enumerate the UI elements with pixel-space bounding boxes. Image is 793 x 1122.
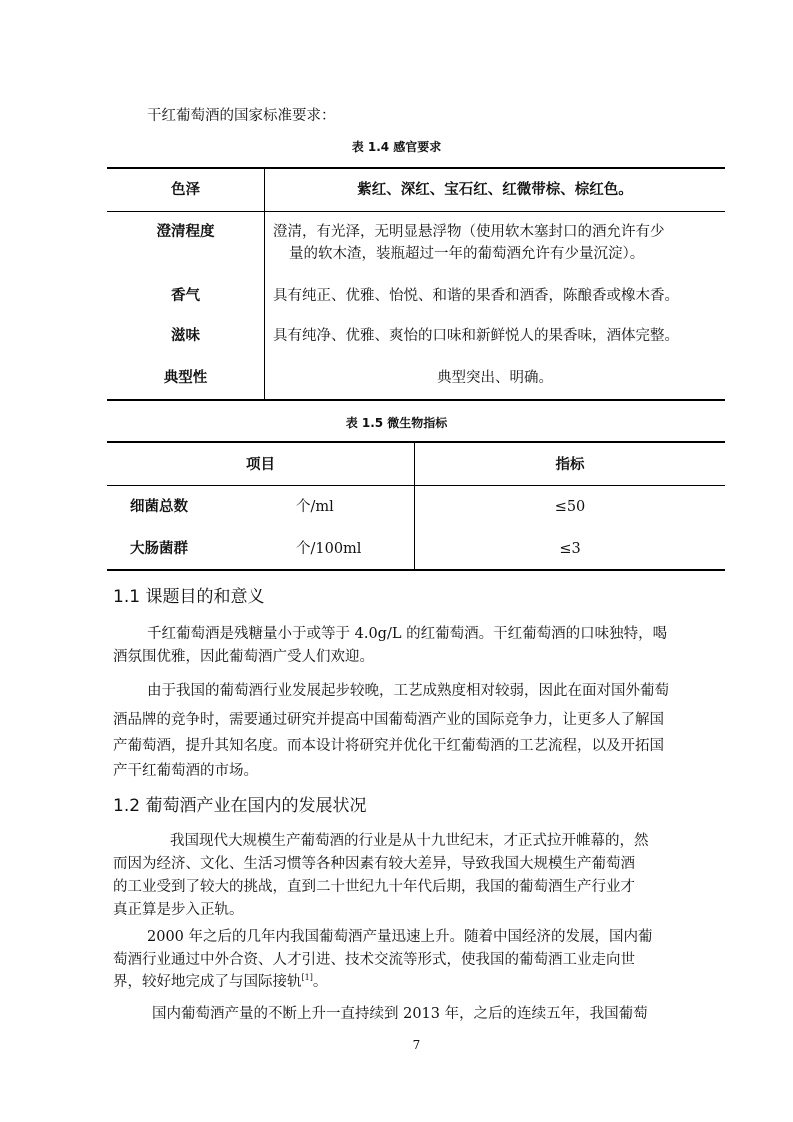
table1-caption: 表 1.4 感官要求 [351,140,442,154]
table2-row-unit: 个/ml [296,499,334,515]
table1-header-value: 紫红、深红、宝石红、红微带棕、棕红色。 [357,182,633,198]
table2-row-unit: 个/100ml [296,541,362,557]
table2-row-item: 大肠菌群 [130,541,188,557]
table1-top-rule [107,167,725,169]
table1-row-value-cont: 量的软木渣，装瓶超过一年的葡萄酒允许有少量沉淀）。 [289,246,645,262]
table1-bottom-rule [107,399,725,401]
table1-row-value: 具有纯净、优雅、爽怡的口味和新鲜悦人的果香味，酒体完整。 [273,328,679,344]
table2-header-value: 指标 [555,457,585,473]
table1-row-label: 滋味 [171,328,200,344]
table2-row-value: ≤3 [559,541,581,557]
paragraph-line: 酒氛围优雅，因此葡萄酒广受人们欢迎。 [113,649,374,665]
paragraph-line: 产葡萄酒，提升其知名度。而本设计将研究并优化干红葡萄酒的工艺流程，以及开拓国 [113,738,664,754]
section-heading: 1.2 葡萄酒产业在国内的发展状况 [113,796,367,816]
table1-column-divider [264,168,265,400]
table1-row-label: 典型性 [163,370,208,386]
table1-row-value: 具有纯正、优雅、怡悦、和谐的果香和酒香，陈酿香或橡木香。 [273,288,679,304]
citation-reference[interactable]: [1] [301,973,313,982]
table1-row-label: 香气 [171,288,200,304]
paragraph-line: 我国现代大规模生产葡萄酒的行业是从十九世纪末，才正式拉开帷幕的，然 [170,833,649,849]
paragraph-line: 国内葡萄酒产量的不断上升一直持续到 2013 年，之后的连续五年，我国葡萄 [152,1006,648,1022]
table1-row-value: 澄清，有光泽，无明显悬浮物（使用软木塞封口的酒允许有少 [273,224,665,240]
paragraph-line: 的工业受到了较大的挑战，直到二十世纪九十年代后期，我国的葡萄酒生产行业才 [113,879,635,895]
paragraph-line: 酒品牌的竞争时，需要通过研究并提高中国葡萄酒产业的国际竞争力，让更多人了解国 [113,712,664,728]
table2-caption: 表 1.5 微生物指标 [345,416,448,430]
paragraph-line: 千红葡萄酒是残糖量小于或等于 4.0g/L 的红葡萄酒。干红葡萄酒的口味独特，喝 [147,626,668,642]
table1-row-value: 典型突出、明确。 [437,370,553,386]
intro-text: 干红葡萄酒的国家标准要求： [147,108,336,124]
table2-header-rule [107,485,725,486]
paragraph-text: 。 [312,973,328,990]
table2-bottom-rule [107,569,725,571]
page-number: 7 [412,1038,421,1052]
section-heading: 1.1 课题目的和意义 [113,587,265,607]
paragraph-line: 2000 年之后的几年内我国葡萄酒产量迅速上升。随着中国经济的发展，国内葡 [147,929,653,945]
paragraph-line [113,966,327,994]
table2-top-rule [107,441,725,443]
table1-row-label: 澄清程度 [156,224,215,240]
paragraph-text: 界，较好地完成了与国际接轨 [113,973,302,990]
table2-row-item: 细菌总数 [130,499,188,515]
table2-header-item: 项目 [246,457,275,473]
table1-header-label: 色泽 [171,182,200,198]
paragraph-line: 真正算是步入正轨。 [113,902,244,918]
table1-header-rule [107,211,725,212]
table2-row-value: ≤50 [554,499,586,515]
paragraph-line: 萄酒行业通过中外合资、人才引进、技术交流等形式，使我国的葡萄酒工业走向世 [113,952,635,968]
paragraph-line: 而因为经济、文化、生活习惯等各种因素有较大差异，导致我国大规模生产葡萄酒 [113,856,635,872]
paragraph-line: 由于我国的葡萄酒行业发展起步较晚，工艺成熟度相对较弱，因此在面对国外葡萄 [147,683,669,699]
paragraph-line: 产干红葡萄酒的市场。 [113,763,258,779]
